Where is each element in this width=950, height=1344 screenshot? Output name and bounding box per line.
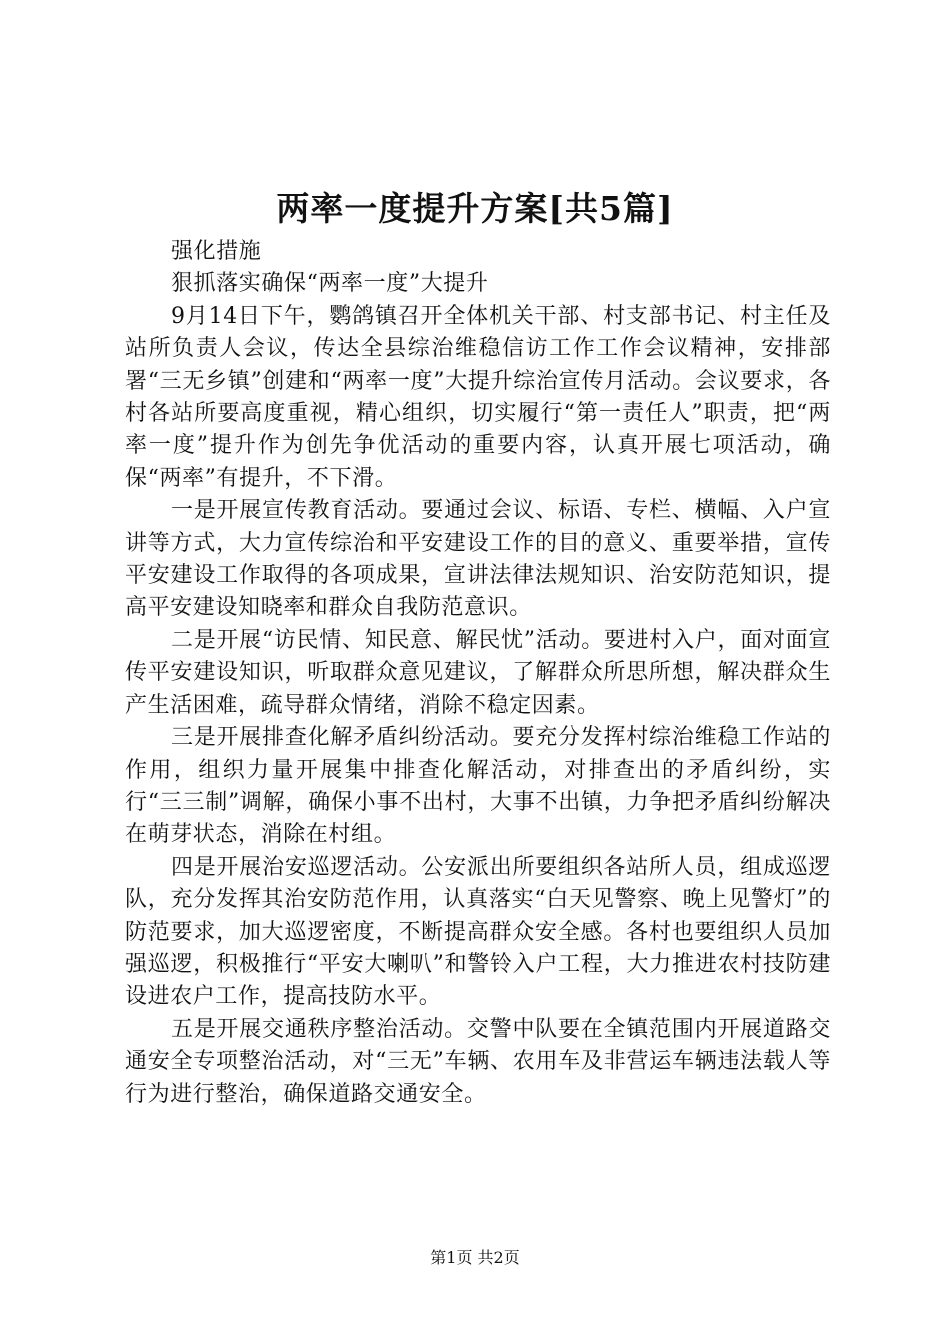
paragraph: 三是开展排查化解矛盾纠纷活动。要充分发挥村综治维稳工作站的作用，组织力量开展集中排查化解活动，对排查出的矛盾纠纷，实行“三三制”调解，确保小事不出村，大事不出镇，力争把矛盾纠纷解决在萌芽状态，消除在村组。 (125, 725, 831, 848)
paragraph: 一是开展宣传教育活动。要通过会议、标语、专栏、横幅、入户宣讲等方式，大力宣传综治和平安建设工作的目的意义、重要举措，宣传平安建设工作取得的各项成果，宣讲法律法规知识、治安防范知识，提高平安建设知晓率和群众自我防范意识。 (125, 498, 831, 621)
paragraph: 9月14日下午，鹦鸽镇召开全体机关干部、村支部书记、村主任及站所负责人会议，传达全县综治维稳信访工作工作会议精神，安排部署“三无乡镇”创建和“两率一度”大提升综治宣传月活动。会议要求，各村各站所要高度重视，精心组织，切实履行“第一责任人”职责，把“两率一度”提升作为创先争优活动的重要内容，认真开展七项活动，确保“两率”有提升，不下滑。 (125, 303, 831, 491)
document-body (125, 236, 831, 1111)
paragraph: 五是开展交通秩序整治活动。交警中队要在全镇范围内开展道路交通安全专项整治活动，对“三无”车辆、农用车及非营运车辆违法载人等行为进行整治，确保道路交通安全。 (125, 1016, 831, 1107)
paragraph: 狠抓落实确保“两率一度”大提升 (171, 271, 489, 297)
paragraph: 四是开展治安巡逻活动。公安派出所要组织各站所人员，组成巡逻队，充分发挥其治安防范作用，认真落实“白天见警察、晚上见警灯”的防范要求，加大巡逻密度，不断提高群众安全感。各村也要组织人员加强巡逻，积极推行“平安大喇叭”和警铃入户工程，大力推进农村技防建设进农户工作，提高技防水平。 (125, 854, 831, 1010)
page-number-footer: 第1页 共2页 (430, 1248, 520, 1267)
document-title: 两率一度提升方案[共5篇] (276, 189, 674, 228)
paragraph: 二是开展“访民情、知民意、解民忧”活动。要进村入户，面对面宣传平安建设知识，听取群众意见建议，了解群众所思所想，解决群众生产生活困难，疏导群众情绪，消除不稳定因素。 (125, 627, 831, 718)
paragraph: 强化措施 (171, 239, 262, 264)
